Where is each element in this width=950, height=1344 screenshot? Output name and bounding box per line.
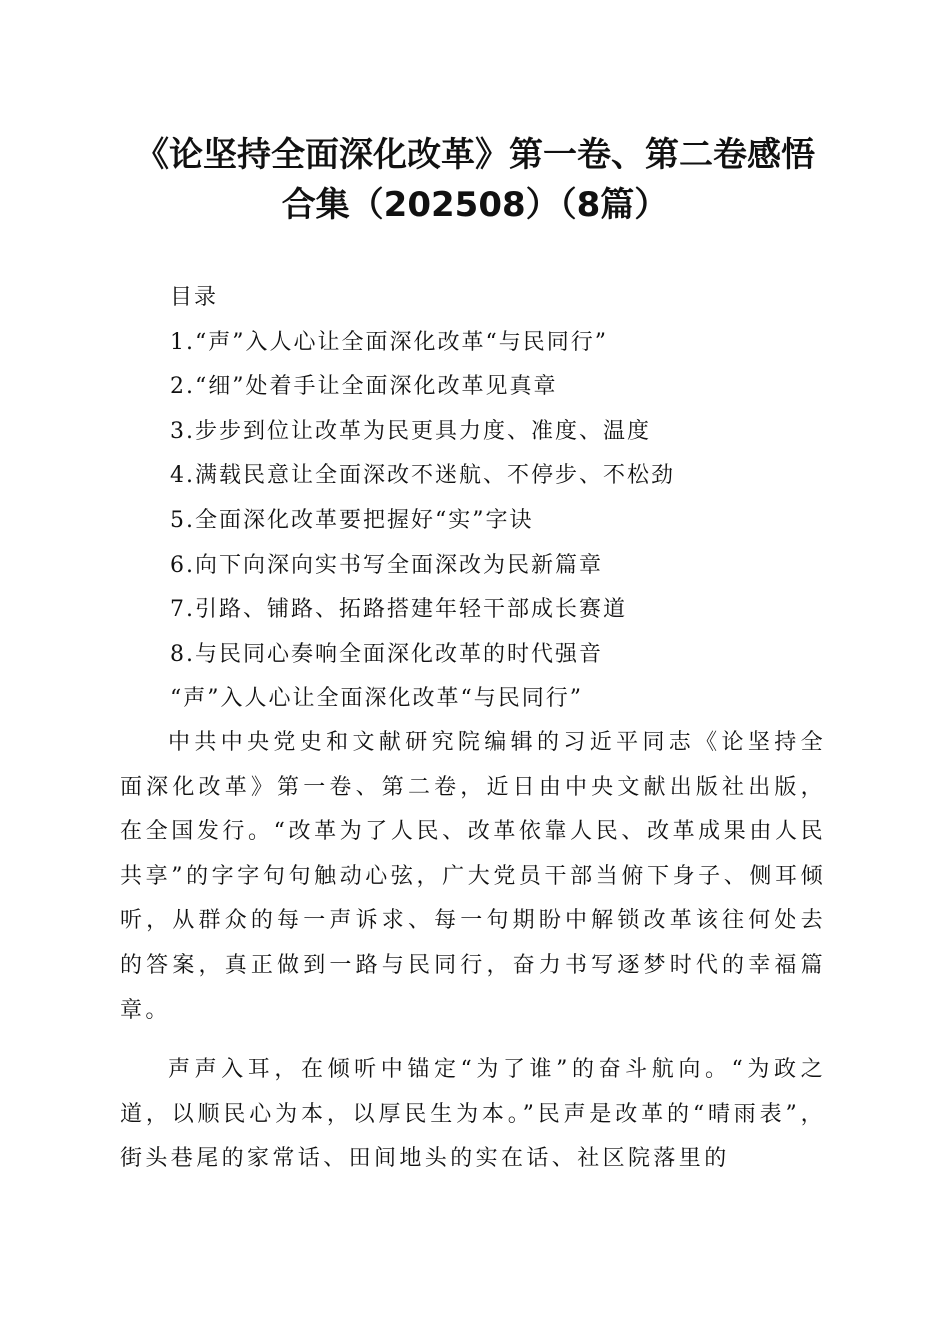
toc-item: 2.“细”处着手让全面深化改革见真章 [170,374,558,400]
section-title: “声”入人心让全面深化改革“与民同行” [170,686,583,712]
toc-item: 6.向下向深向实书写全面深改为民新篇章 [170,552,603,578]
title-line-1: 《论坚持全面深化改革》第一卷、第二卷感悟 [135,135,815,175]
toc-item: 1.“声”入人心让全面深化改革“与民同行” [170,329,608,355]
table-of-contents [120,276,830,722]
toc-item: 7.引路、铺路、拓路搭建年轻干部成长赛道 [170,597,627,623]
toc-item: 8.与民同心奏响全面深化改革的时代强音 [170,641,603,667]
toc-item: 3.步步到位让改革为民更具力度、准度、温度 [170,418,651,444]
toc-item: 5.全面深化改革要把握好“实”字诀 [170,507,534,533]
title-line-2: 合集（202508）（8篇） [281,185,669,225]
article-body [120,721,826,1182]
toc-item: 4.满载民意让全面深改不迷航、不停步、不松劲 [170,463,675,489]
document-title [110,130,840,230]
paragraph: 声声入耳，在倾听中锚定“为了谁”的奋斗航向。“为政之道，以顺民心为本，以厚民生为本。”民声是改革的“晴雨表”，街头巷尾的家常话、田间地头的实在话、社区院落里的 [120,1057,826,1172]
paragraph: 中共中央党史和文献研究院编辑的习近平同志《论坚持全面深化改革》第一卷、第二卷，近日由中央文献出版社出版，在全国发行。“改革为了人民、改革依靠人民、改革成果由人民共享”的字字句句触动心弦，广大党员干部当俯下身子、侧耳倾听，从群众的每一声诉求、每一句期盼中解锁改革该往何处去的答案，真正做到一路与民同行，奋力书写逐梦时代的幸福篇章。 [120,730,826,1023]
toc-heading: 目录 [170,285,219,310]
